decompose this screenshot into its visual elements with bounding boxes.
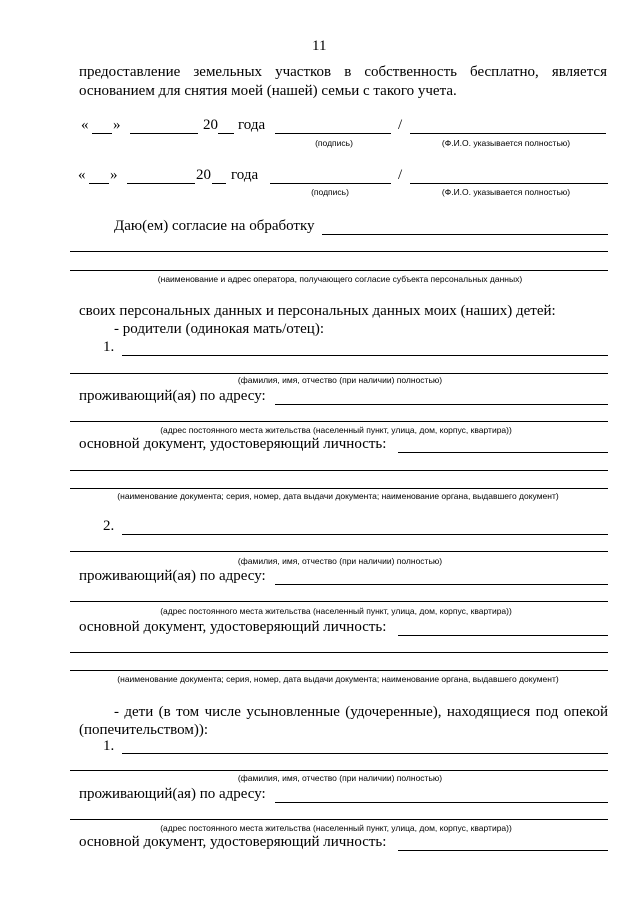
fio-caption: (фамилия, имя, отчество (при наличии) полностью) bbox=[237, 773, 443, 783]
item-number: 1. bbox=[103, 738, 115, 754]
address-caption: (адрес постоянного места жительства (населенный пункт, улица, дом, корпус, квартира)) bbox=[160, 425, 512, 435]
document-field-line-3[interactable] bbox=[70, 488, 608, 489]
signature-field[interactable] bbox=[275, 133, 391, 134]
document-field[interactable] bbox=[398, 635, 608, 636]
document-field-line-2[interactable] bbox=[70, 470, 608, 471]
month-field[interactable] bbox=[127, 183, 195, 184]
intro-line-2: основанием для снятия моей (нашей) семьи с такого учета. bbox=[79, 83, 457, 99]
fio-field-line-2[interactable] bbox=[70, 770, 608, 771]
address-field-line-2[interactable] bbox=[70, 819, 608, 820]
fio-field-line-2[interactable] bbox=[70, 551, 608, 552]
fio-caption: (фамилия, имя, отчество (при наличии) полностью) bbox=[237, 375, 443, 385]
children-label-line-1: - дети (в том числе усыновленные (удочеренные), находящиеся под опекой bbox=[114, 704, 608, 720]
address-field[interactable] bbox=[275, 802, 608, 803]
personal-data-text: своих персональных данных и персональных данных моих (наших) детей: bbox=[79, 303, 556, 319]
fio-field[interactable] bbox=[410, 133, 606, 134]
address-label: проживающий(ая) по адресу: bbox=[79, 568, 266, 584]
document-caption: (наименование документа; серия, номер, дата выдачи документа; наименование органа, выдавшего документ) bbox=[117, 491, 559, 501]
fio-caption: (Ф.И.О. указывается полностью) bbox=[441, 138, 571, 148]
date-close-quote: » bbox=[110, 167, 118, 183]
year-prefix: 20 bbox=[203, 117, 218, 133]
fio-field[interactable] bbox=[122, 753, 608, 754]
fio-caption: (фамилия, имя, отчество (при наличии) полностью) bbox=[237, 556, 443, 566]
item-number: 2. bbox=[103, 518, 115, 534]
signature-caption: (подпись) bbox=[315, 138, 353, 148]
address-field-line-2[interactable] bbox=[70, 421, 608, 422]
year-prefix: 20 bbox=[196, 167, 211, 183]
fio-field[interactable] bbox=[122, 355, 608, 356]
item-number: 1. bbox=[103, 339, 115, 355]
fio-caption: (Ф.И.О. указывается полностью) bbox=[441, 187, 571, 197]
slash: / bbox=[398, 167, 403, 183]
date-open-quote: « bbox=[81, 117, 89, 133]
intro-line-1: предоставление земельных участков в собственность бесплатно, является bbox=[79, 64, 607, 80]
year-field[interactable] bbox=[218, 133, 234, 134]
signature-field[interactable] bbox=[270, 183, 391, 184]
day-field[interactable] bbox=[89, 183, 109, 184]
document-label: основной документ, удостоверяющий личность: bbox=[79, 436, 387, 452]
operator-field-line-3[interactable] bbox=[70, 270, 608, 271]
document-field-line-3[interactable] bbox=[70, 670, 608, 671]
address-caption: (адрес постоянного места жительства (населенный пункт, улица, дом, корпус, квартира)) bbox=[160, 823, 512, 833]
document-caption: (наименование документа; серия, номер, дата выдачи документа; наименование органа, выдавшего документ) bbox=[117, 674, 559, 684]
fio-field[interactable] bbox=[410, 183, 608, 184]
document-label: основной документ, удостоверяющий личность: bbox=[79, 619, 387, 635]
month-field[interactable] bbox=[130, 133, 198, 134]
consent-text: Даю(ем) согласие на обработку bbox=[114, 218, 315, 234]
operator-field-line-2[interactable] bbox=[70, 251, 608, 252]
signature-caption: (подпись) bbox=[311, 187, 349, 197]
document-field[interactable] bbox=[398, 452, 608, 453]
year-word: года bbox=[231, 167, 259, 183]
year-word: года bbox=[238, 117, 266, 133]
address-caption: (адрес постоянного места жительства (населенный пункт, улица, дом, корпус, квартира)) bbox=[160, 606, 512, 616]
slash: / bbox=[398, 117, 403, 133]
document-label: основной документ, удостоверяющий личность: bbox=[79, 834, 387, 850]
year-field[interactable] bbox=[212, 183, 226, 184]
address-field-line-2[interactable] bbox=[70, 601, 608, 602]
page-number: 11 bbox=[312, 38, 327, 54]
children-label-line-2: (попечительством)): bbox=[79, 722, 209, 738]
document-field-line-2[interactable] bbox=[70, 652, 608, 653]
address-label: проживающий(ая) по адресу: bbox=[79, 786, 266, 802]
fio-field[interactable] bbox=[122, 534, 608, 535]
fio-field-line-2[interactable] bbox=[70, 373, 608, 374]
operator-caption: (наименование и адрес оператора, получающего согласие субъекта персональных данных) bbox=[157, 274, 523, 284]
address-label: проживающий(ая) по адресу: bbox=[79, 388, 266, 404]
document-field[interactable] bbox=[398, 850, 608, 851]
date-close-quote: » bbox=[113, 117, 121, 133]
operator-field[interactable] bbox=[322, 234, 608, 235]
parents-label: - родители (одинокая мать/отец): bbox=[114, 321, 324, 337]
day-field[interactable] bbox=[92, 133, 112, 134]
date-open-quote: « bbox=[78, 167, 86, 183]
address-field[interactable] bbox=[275, 584, 608, 585]
address-field[interactable] bbox=[275, 404, 608, 405]
